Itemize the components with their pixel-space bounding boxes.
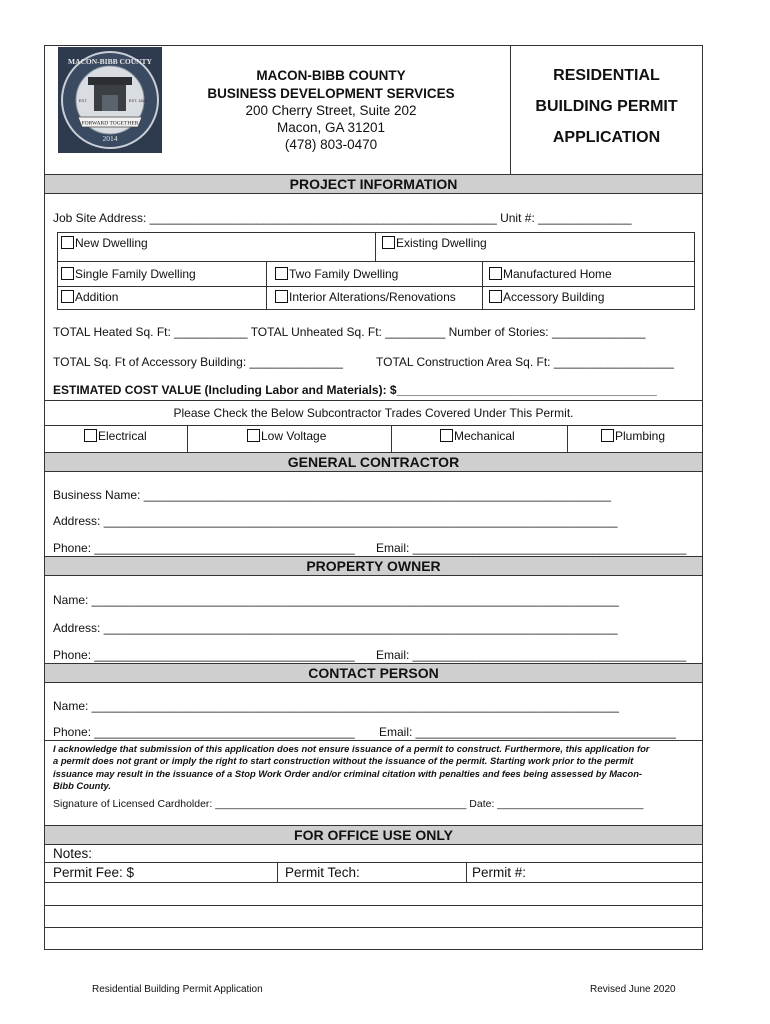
contractor-phone-field[interactable]: Phone: _______________________________________ bbox=[53, 541, 355, 555]
checkbox-icon bbox=[84, 429, 97, 442]
two-family-label: Two Family Dwelling bbox=[289, 267, 399, 281]
svg-text:MACON-BIBB COUNTY: MACON-BIBB COUNTY bbox=[68, 57, 152, 66]
svg-text:2014: 2014 bbox=[102, 134, 118, 143]
checkbox-icon bbox=[489, 290, 502, 303]
contact-email-field[interactable]: Email: _______________________________________ bbox=[379, 725, 676, 739]
footer-revision-date: Revised June 2020 bbox=[590, 984, 676, 995]
checkbox-icon bbox=[61, 267, 74, 280]
contact-name-field[interactable]: Name: _______________________________________________________________________________ bbox=[53, 699, 619, 713]
svg-text:EST. 1823: EST. 1823 bbox=[128, 98, 148, 103]
org-name: MACON-BIBB COUNTY bbox=[256, 68, 406, 83]
divider bbox=[57, 261, 695, 262]
addition-checkbox[interactable] bbox=[61, 290, 118, 304]
new-dwelling-checkbox[interactable] bbox=[61, 236, 148, 250]
accessory-sqft-field[interactable]: TOTAL Sq. Ft of Accessory Building: ______________ bbox=[53, 355, 343, 369]
acknowledgement-line: Bibb County. bbox=[53, 780, 111, 792]
divider bbox=[45, 862, 702, 863]
checkbox-icon bbox=[275, 290, 288, 303]
divider bbox=[567, 425, 568, 452]
office-use-heading: FOR OFFICE USE ONLY bbox=[45, 825, 702, 845]
existing-dwelling-checkbox[interactable] bbox=[382, 236, 487, 250]
job-site-address-field[interactable]: Job Site Address: ____________________________________________________ Unit #: ______________ bbox=[53, 211, 632, 225]
owner-address-field[interactable]: Address: _____________________________________________________________________________ bbox=[53, 621, 618, 635]
contractor-address-field[interactable]: Address: _____________________________________________________________________________ bbox=[53, 514, 618, 528]
low-voltage-checkbox[interactable] bbox=[247, 429, 326, 443]
square-footage-fields[interactable]: TOTAL Heated Sq. Ft: ___________ TOTAL Unheated Sq. Ft: _________ Number of Stories: ______________ bbox=[53, 325, 646, 339]
new-dwelling-label: New Dwelling bbox=[75, 236, 148, 250]
plumbing-label: Plumbing bbox=[615, 429, 666, 443]
estimated-cost-field[interactable]: ESTIMATED COST VALUE (Including Labor and Materials): $_______________________________________ bbox=[53, 383, 657, 397]
divider bbox=[45, 882, 702, 883]
title-line-1: RESIDENTIAL bbox=[553, 67, 660, 84]
checkbox-icon bbox=[440, 429, 453, 442]
divider bbox=[187, 425, 188, 452]
addition-label: Addition bbox=[75, 290, 119, 304]
checkbox-icon bbox=[601, 429, 614, 442]
divider bbox=[277, 862, 278, 882]
owner-name-field[interactable]: Name: _______________________________________________________________________________ bbox=[53, 593, 619, 607]
subcontractor-note: Please Check the Below Subcontractor Trades Covered Under This Permit. bbox=[173, 406, 574, 420]
project-info-heading: PROJECT INFORMATION bbox=[45, 174, 702, 194]
mechanical-label: Mechanical bbox=[454, 429, 515, 443]
accessory-building-label: Accessory Building bbox=[503, 290, 605, 304]
interior-alterations-label: Interior Alterations/Renovations bbox=[289, 290, 456, 304]
checkbox-icon bbox=[275, 267, 288, 280]
electrical-label: Electrical bbox=[98, 429, 147, 443]
phone-number: (478) 803-0470 bbox=[284, 137, 378, 152]
permit-tech-field[interactable]: Permit Tech: bbox=[285, 865, 360, 880]
mechanical-checkbox[interactable] bbox=[440, 429, 515, 443]
acknowledgement-line: I acknowledge that submission of this application does not ensure issuance of a permit to construct. Furthermore, this application for bbox=[53, 743, 650, 754]
divider bbox=[375, 232, 376, 261]
contractor-email-field[interactable]: Email: _________________________________________ bbox=[376, 541, 687, 555]
single-family-checkbox[interactable] bbox=[61, 267, 196, 281]
county-seal-logo bbox=[58, 47, 162, 153]
svg-text:EST.: EST. bbox=[78, 98, 88, 103]
footer-document-name: Residential Building Permit Application bbox=[92, 984, 263, 995]
title-line-3: APPLICATION bbox=[552, 129, 661, 146]
business-name-field[interactable]: Business Name: ______________________________________________________________________ bbox=[53, 488, 611, 502]
street-address: 200 Cherry Street, Suite 202 bbox=[245, 103, 417, 118]
checkbox-icon bbox=[489, 267, 502, 280]
accessory-building-checkbox[interactable] bbox=[489, 290, 604, 304]
construction-area-field[interactable]: TOTAL Construction Area Sq. Ft: __________________ bbox=[376, 355, 674, 369]
checkbox-icon bbox=[61, 290, 74, 303]
divider bbox=[45, 740, 702, 741]
owner-email-field[interactable]: Email: _________________________________________ bbox=[376, 648, 687, 662]
city-address: Macon, GA 31201 bbox=[276, 120, 386, 135]
divider bbox=[45, 425, 702, 426]
divider bbox=[45, 400, 702, 401]
acknowledgement-text bbox=[53, 743, 699, 793]
interior-alterations-checkbox[interactable] bbox=[275, 290, 456, 304]
existing-dwelling-label: Existing Dwelling bbox=[396, 236, 487, 250]
manufactured-home-label: Manufactured Home bbox=[503, 267, 612, 281]
single-family-label: Single Family Dwelling bbox=[75, 267, 196, 281]
acknowledgement-line: a permit does not grant or imply the right to start construction without the issuance of the permit. Starting work prior to the permit bbox=[53, 755, 634, 767]
divider bbox=[45, 905, 702, 906]
property-owner-heading: PROPERTY OWNER bbox=[45, 556, 702, 576]
plumbing-checkbox[interactable] bbox=[601, 429, 665, 443]
general-contractor-heading: GENERAL CONTRACTOR bbox=[45, 452, 702, 472]
title-line-2: BUILDING PERMIT bbox=[535, 98, 678, 115]
divider bbox=[391, 425, 392, 452]
acknowledgement-line: issuance may result in the issuance of a Stop Work Order and/or criminal citation with penalties and fees being assessed by Macon- bbox=[53, 767, 643, 779]
electrical-checkbox[interactable] bbox=[84, 429, 147, 443]
divider bbox=[482, 261, 483, 310]
checkbox-icon bbox=[382, 236, 395, 249]
checkbox-icon bbox=[61, 236, 74, 249]
manufactured-home-checkbox[interactable] bbox=[489, 267, 612, 281]
dept-name: BUSINESS DEVELOPMENT SERVICES bbox=[207, 86, 455, 101]
divider bbox=[466, 862, 467, 882]
permit-fee-field[interactable]: Permit Fee: $ bbox=[53, 865, 135, 880]
owner-phone-field[interactable]: Phone: _______________________________________ bbox=[53, 648, 355, 662]
checkbox-icon bbox=[247, 429, 260, 442]
divider bbox=[45, 927, 702, 928]
low-voltage-label: Low Voltage bbox=[261, 429, 327, 443]
signature-field[interactable]: Signature of Licensed Cardholder: ___________________________________________ Date: _________________________ bbox=[53, 798, 644, 810]
svg-text:FORWARD TOGETHER: FORWARD TOGETHER bbox=[81, 120, 139, 127]
contact-person-heading: CONTACT PERSON bbox=[45, 663, 702, 683]
two-family-checkbox[interactable] bbox=[275, 267, 398, 281]
permit-number-field[interactable]: Permit #: bbox=[472, 865, 527, 880]
divider bbox=[266, 261, 267, 310]
divider bbox=[57, 286, 695, 287]
contact-phone-field[interactable]: Phone: _______________________________________ bbox=[53, 725, 355, 739]
notes-label: Notes: bbox=[53, 846, 93, 861]
